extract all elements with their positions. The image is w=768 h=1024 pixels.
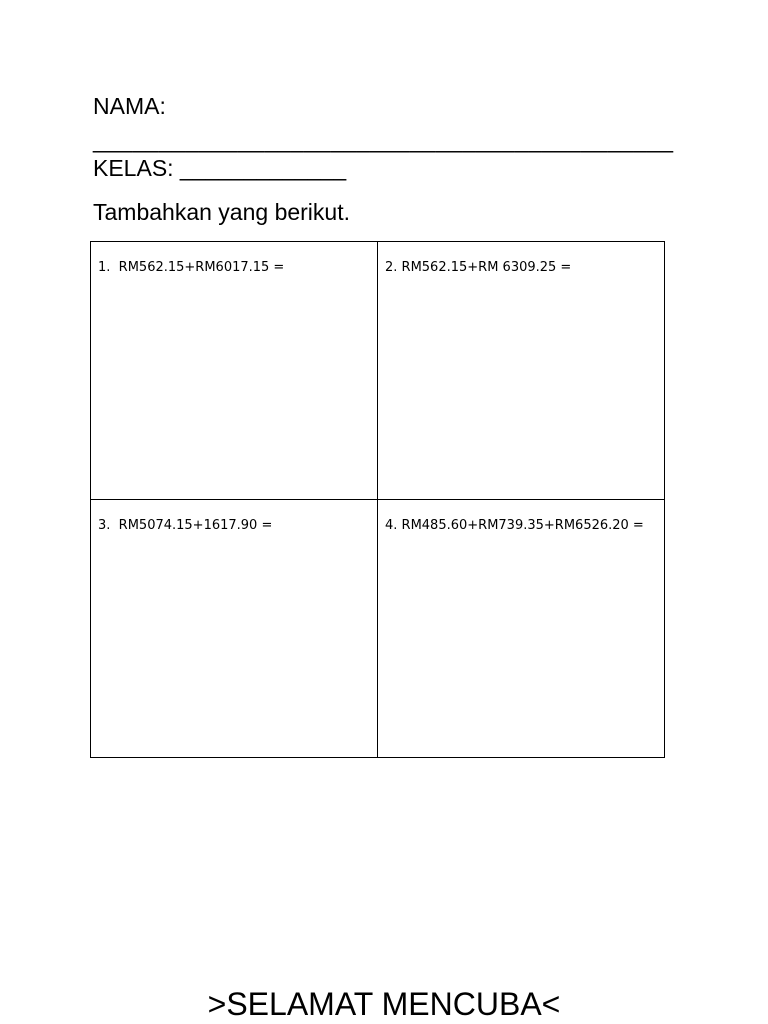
question-4-text: 4. RM485.60+RM739.35+RM6526.20 = [385, 518, 644, 533]
nama-label: NAMA: [93, 93, 166, 119]
footer-message: >SELAMAT MENCUBA< [207, 986, 561, 1022]
question-2-text: 2. RM562.15+RM 6309.25 = [385, 260, 572, 275]
question-row [91, 242, 665, 500]
nama-blank-line: ____________________________________________ [93, 127, 674, 153]
instruction-text: Tambahkan yang berikut. [93, 199, 350, 225]
question-3-text: 3. RM5074.15+1617.90 = [98, 518, 273, 533]
kelas-label: KELAS: _____________ [93, 155, 347, 181]
question-1-text: 1. RM562.15+RM6017.15 = [98, 260, 285, 275]
question-cell-1 [91, 242, 378, 500]
question-cell-3 [91, 500, 378, 758]
question-cell-2 [378, 242, 665, 500]
question-row [91, 500, 665, 758]
question-grid [90, 241, 665, 758]
question-cell-4 [378, 500, 665, 758]
